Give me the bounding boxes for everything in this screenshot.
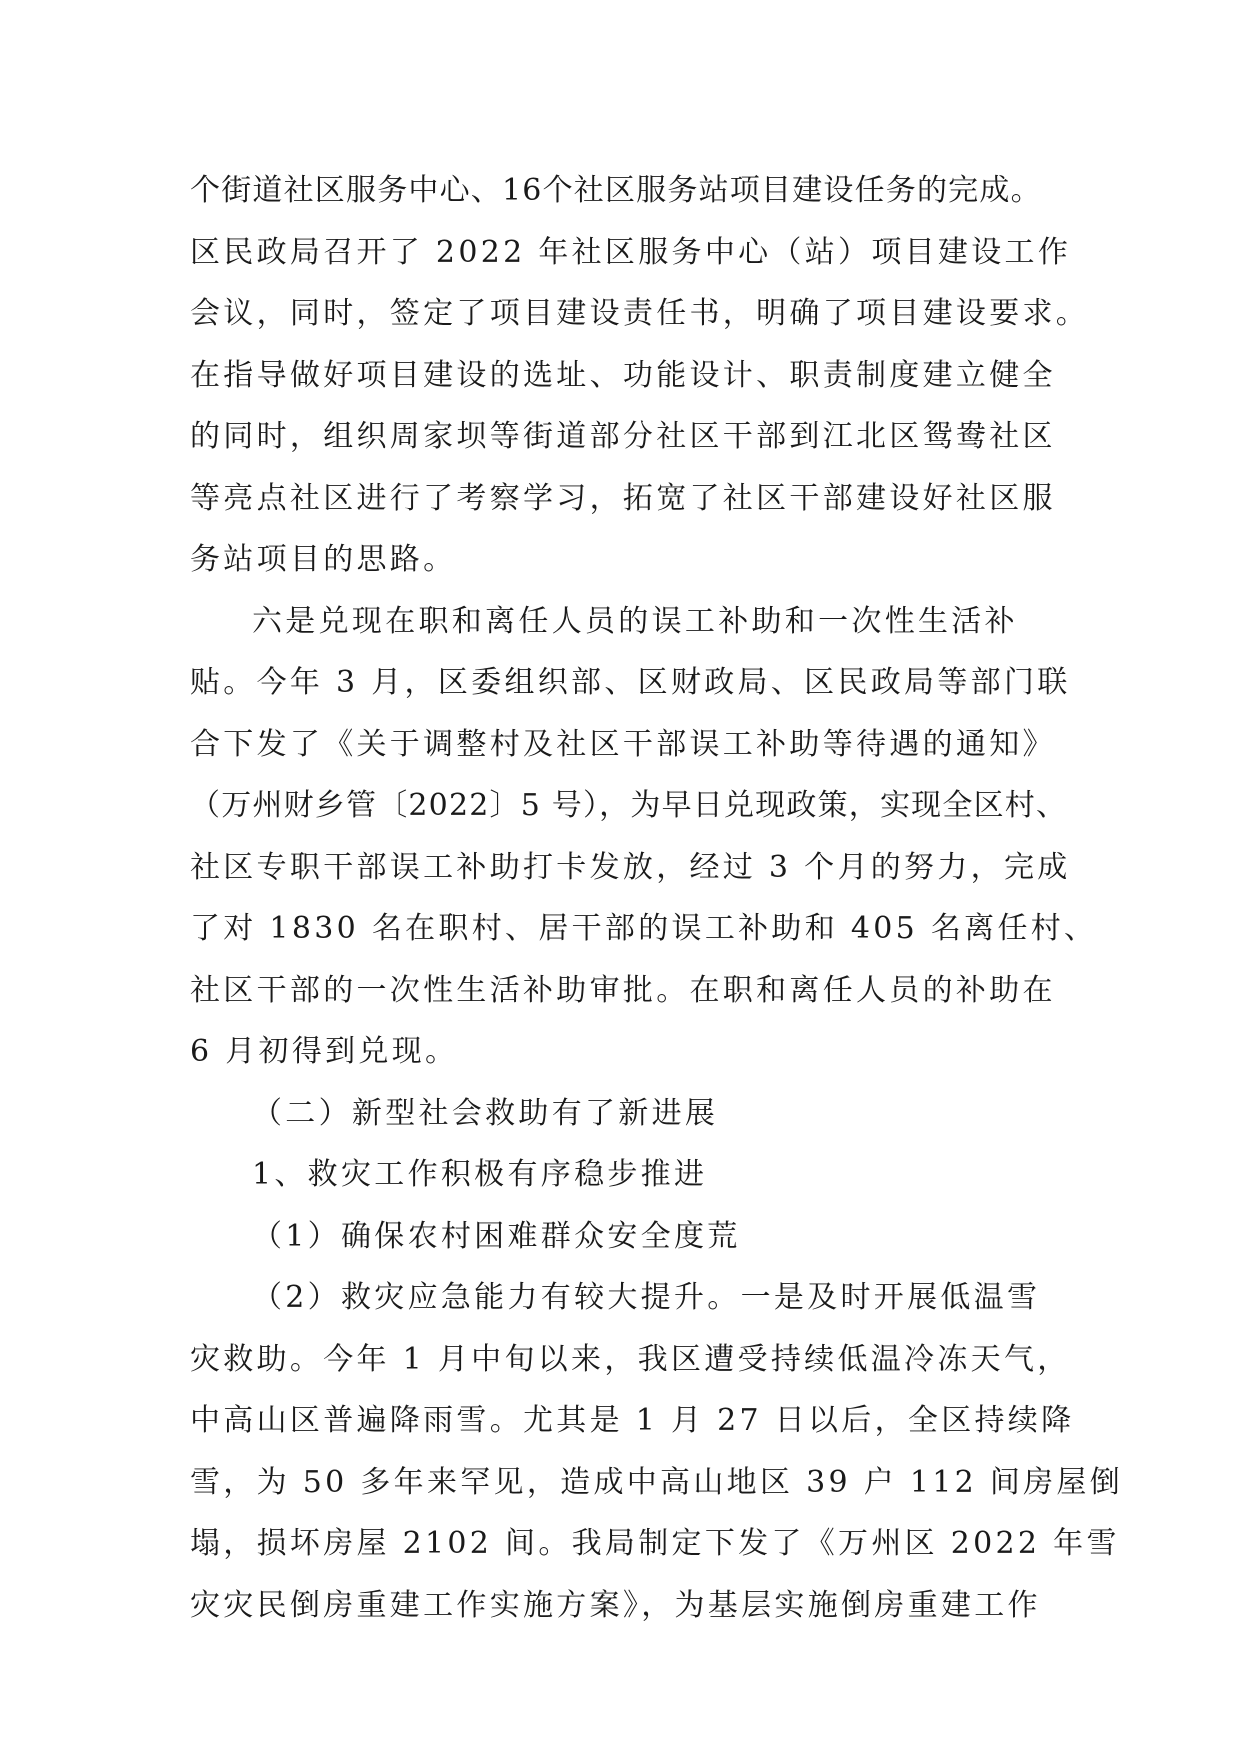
text-line: 了对 1830 名在职村、居干部的误工补助和 405 名离任村、 bbox=[190, 911, 1098, 946]
text-line: 六是兑现在职和离任人员的误工补助和一次性生活补 bbox=[252, 603, 1018, 639]
text-line: 塌，损坏房屋 2102 间。我局制定下发了《万州区 2022 年雪 bbox=[190, 1526, 1120, 1561]
text-line: 务站项目的思路。 bbox=[190, 542, 457, 577]
text-line: 的同时，组织周家坝等街道部分社区干部到江北区鸳鸯社区 bbox=[190, 419, 1056, 454]
text-line: 1、救灾工作积极有序稳步推进 bbox=[252, 1157, 708, 1192]
text-line: 贴。今年 3 月，区委组织部、区财政局、区民政局等部门联 bbox=[190, 665, 1071, 700]
body-text bbox=[190, 160, 1124, 1636]
text-line: 会议，同时，签定了项目建设责任书，明确了项目建设要求。 bbox=[190, 296, 1090, 331]
text-line: 灾救助。今年 1 月中旬以来，我区遭受持续低温冷冻天气， bbox=[190, 1341, 1071, 1377]
text-line: 6 月初得到兑现。 bbox=[190, 1034, 459, 1069]
text-line: 灾灾民倒房重建工作实施方案》，为基层实施倒房重建工作 bbox=[190, 1587, 1041, 1623]
text-line: 个街道社区服务中心、16个社区服务站项目建设任务的完成。 bbox=[190, 173, 1042, 208]
text-line: （二）新型社会救助有了新进展 bbox=[252, 1095, 719, 1131]
text-line: 社区干部的一次性生活补助审批。在职和离任人员的补助在 bbox=[190, 972, 1056, 1008]
text-line: （万州财乡管〔2022〕5 号），为早日兑现政策，实现全区村、 bbox=[190, 788, 1068, 823]
text-line: （2）救灾应急能力有较大提升。一是及时开展低温雪 bbox=[252, 1280, 1041, 1315]
text-line: 社区专职干部误工补助打卡发放，经过 3 个月的努力，完成 bbox=[190, 849, 1071, 885]
text-line: （1）确保农村困难群众安全度荒 bbox=[252, 1218, 741, 1254]
text-line: 等亮点社区进行了考察学习，拓宽了社区干部建设好社区服 bbox=[190, 480, 1056, 516]
text-line: 区民政局召开了 2022 年社区服务中心（站）项目建设工作 bbox=[190, 234, 1072, 270]
text-line: 雪，为 50 多年来罕见，造成中高山地区 39 户 112 间房屋倒 bbox=[190, 1464, 1124, 1500]
text-line: 合下发了《关于调整村及社区干部误工补助等待遇的通知》 bbox=[190, 726, 1056, 762]
text-line: 在指导做好项目建设的选址、功能设计、职责制度建立健全 bbox=[190, 357, 1056, 393]
text-line: 中高山区普遍降雨雪。尤其是 1 月 27 日以后，全区持续降 bbox=[190, 1403, 1075, 1438]
